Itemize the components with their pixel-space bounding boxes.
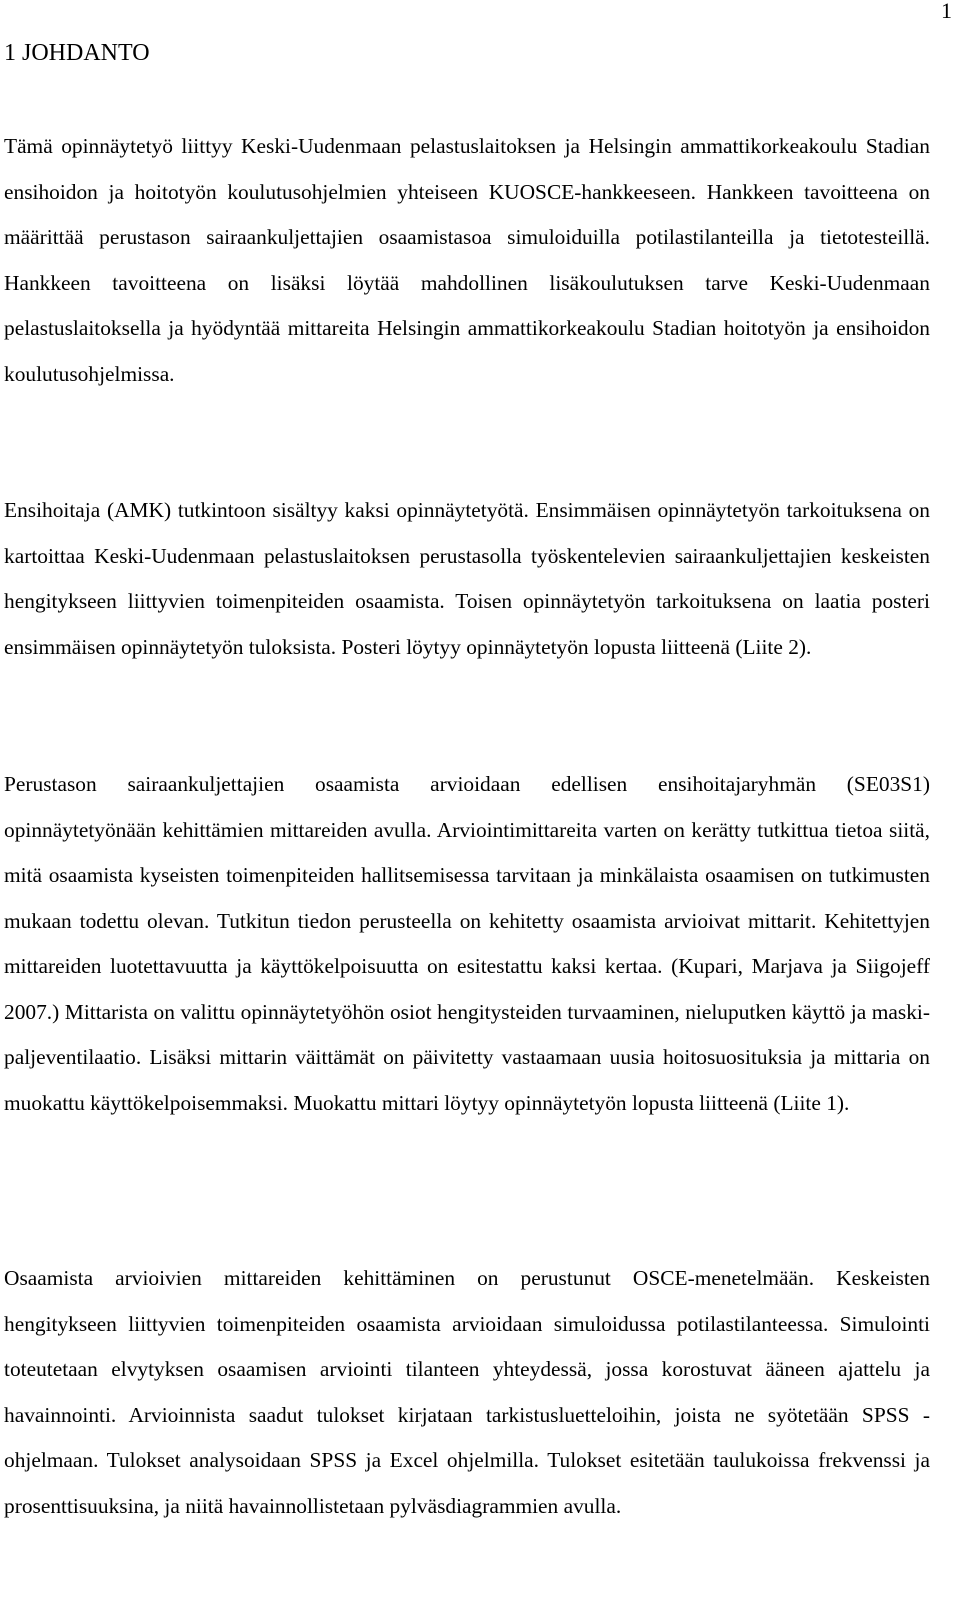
paragraph-thesis-purpose: Ensihoitaja (AMK) tutkintoon sisältyy kaksi opinnäytetyötä. Ensimmäisen opinnäytetyön tarkoituksena on kartoittaa Keski-Uudenmaan pelastuslaitoksen perustasolla työskentelevien sairaankuljettajien keskeisten hengitykseen liittyvien toimenpiteiden osaamista. Toisen opinnäytetyön tarkoituksena on laatia posteri ensimmäisen opinnäytetyön tuloksista. Posteri löytyy opinnäytetyön lopusta liitteenä (Liite 2).: [4, 498, 930, 659]
paragraph-assessment-instruments: Perustason sairaankuljettajien osaamista arvioidaan edellisen ensihoitajaryhmän (SE03S1) opinnäytetyönään kehittämien mittareiden avulla. Arviointimittareita varten on kerätty tutkittua tietoa siitä, mitä osaamista kyseisten toimenpiteiden hallitsemisessa tarvitaan ja minkälaista osaamisen on tutkimusten mukaan todettu olevan. Tutkitun tiedon perusteella on kehitetty osaamista arvioivat mittarit. Kehitettyjen mittareiden luotettavuutta ja käyttökelpoisuutta on esitestattu kaksi kertaa. (Kupari, Marjava ja Siigojeff 2007.) Mittarista on valittu opinnäytetyöhön osiot hengitysteiden turvaaminen, nieluputken käyttö ja maski-paljeventilaatio. Lisäksi mittarin väittämät on päivitetty vastaamaan uusia hoitosuosituksia ja mittaria on muokattu käyttökelpoisemmaksi. Muokattu mittari löytyy opinnäytetyön lopusta liitteenä (Liite 1).: [4, 772, 930, 1115]
paragraph-project-background: Tämä opinnäytetyö liittyy Keski-Uudenmaan pelastuslaitoksen ja Helsingin ammattikorkeakoulu Stadian ensihoidon ja hoitotyön koulutusohjelmien yhteiseen KUOSCE-hankkeeseen. Hankkeen tavoitteena on määrittää perustason sairaankuljettajien osaamistasoa simuloiduilla potilastilanteilla ja tietotesteillä. Hankkeen tavoitteena on lisäksi löytää mahdollinen lisäkoulutuksen tarve Keski-Uudenmaan pelastuslaitoksella ja hyödyntää mittareita Helsingin ammattikorkeakoulu Stadian hoitotyön ja ensihoidon koulutusohjelmissa.: [4, 134, 930, 386]
paragraph-osce-method: Osaamista arvioivien mittareiden kehittäminen on perustunut OSCE-menetelmään. Keskeisten hengitykseen liittyvien toimenpiteiden osaamista arvioidaan simuloidussa potilastilanteessa. Simulointi toteutetaan elvytyksen osaamisen arviointi tilanteen yhteydessä, jossa korostuvat ääneen ajattelu ja havainnointi. Arvioinnista saadut tulokset kirjataan tarkistusluetteloihin, joista ne syötetään SPSS -ohjelmaan. Tulokset analysoidaan SPSS ja Excel ohjelmilla. Tulokset esitetään taulukoissa frekvenssi ja prosenttisuuksina, ja niitä havainnollistetaan pylväsdiagrammien avulla.: [4, 1266, 930, 1518]
page-number: 1: [941, 0, 952, 23]
section-heading: 1 JOHDANTO: [4, 40, 150, 66]
